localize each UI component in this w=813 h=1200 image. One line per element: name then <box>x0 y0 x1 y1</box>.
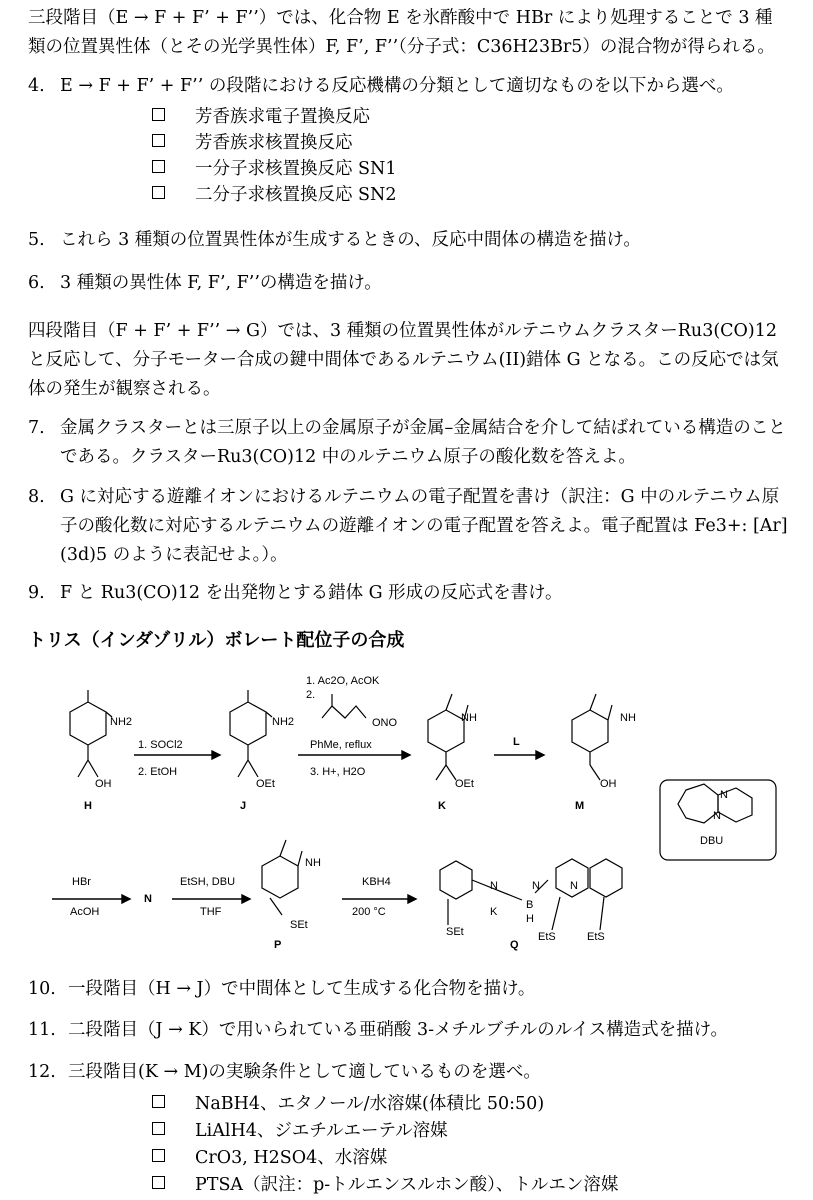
set-label: SEt <box>290 919 308 931</box>
step2-reagent-3: PhMe, reflux <box>310 739 372 751</box>
boron-label: B <box>526 899 534 911</box>
n-label: N <box>713 810 721 822</box>
step4-reagent-1: HBr <box>72 876 91 888</box>
structure-M <box>572 694 612 780</box>
checkbox[interactable] <box>152 1095 165 1108</box>
structure-P <box>262 840 302 915</box>
checkbox[interactable] <box>152 1149 165 1162</box>
nh-label: NH <box>620 712 636 724</box>
label-K: K <box>438 800 446 812</box>
question-text: 一段階目（H → J）で中間体として生成する化合物を描け。 <box>68 979 536 999</box>
step3-reagent: L <box>513 736 520 748</box>
question-number: 8. <box>28 487 45 507</box>
question-11 <box>28 1016 788 1045</box>
nh-label: NH <box>305 857 321 869</box>
oh-label: OH <box>600 778 617 790</box>
label-M: M <box>575 800 585 812</box>
q12-option-1[interactable]: NaBH4、エタノール/水溶媒(体積比 50:50) <box>152 1091 544 1117</box>
step4-reagent-2: AcOH <box>70 906 100 918</box>
question-number: 12. <box>28 1062 56 1082</box>
step2-reagent-1: 1. Ac2O, AcOK <box>306 675 380 687</box>
step2-reagent-2: 2. <box>306 689 316 701</box>
question-number: 9. <box>28 583 45 603</box>
oh-label: OH <box>95 778 112 790</box>
question-10 <box>28 975 788 1004</box>
question-text: E → F + F’ + F’’ の段階における反応機構の分類として適切なものを以下から選べ。 <box>60 76 734 96</box>
q12-option-2[interactable]: LiAlH4、ジエチルエーテル溶媒 <box>152 1118 448 1144</box>
question-text: F と Ru3(CO)12 を出発物とする錯体 G 形成の反応式を書け。 <box>60 583 563 603</box>
hydride-label: H <box>526 913 534 925</box>
step2-reagent-4: 3. H+, H2O <box>310 766 366 778</box>
section-heading: トリス（インダゾリル）ボレート配位子の合成 <box>28 630 405 651</box>
dbu-label: DBU <box>700 835 724 847</box>
potassium-label: K <box>490 906 498 918</box>
question-text: G に対応する遊離イオンにおけるルテニウムの電子配置を書け（訳注：G 中のルテニウム原子の酸化数に対応するルテニウムの遊離イオンの電子配置を答えよ。電子配置は Fe3+: [Ar](3d)5 のように表記せよ。）。 <box>60 487 788 565</box>
q4-option-3[interactable]: 一分子求核置換反応 SN1 <box>152 156 397 182</box>
q4-option-2[interactable]: 芳香族求核置換反応 <box>152 130 353 156</box>
ono-label: ONO <box>372 717 398 729</box>
question-number: 4. <box>28 76 45 96</box>
stage3-intro: 三段階目（E → F + F’ + F’’）では、化合物 E を氷酢酸中で HBr により処理することで 3 種類の位置異性体（とその光学異性体）F, F’, F’’（分子式：C36H23Br5）の混合物が得られる。 <box>28 8 775 57</box>
question-text: 三段階目(K → M)の実験条件として適しているものを選べ。 <box>68 1062 541 1082</box>
step6-reagent-1: KBH4 <box>362 876 391 888</box>
stage4-intro: 四段階目（F + F’ + F’’ → G）では、3 種類の位置異性体がルテニウムクラスターRu3(CO)12と反応して、分子モーター合成の鍵中間体であるルテニウム(II)錯体 G となる。この反応では気体の発生が観察される。 <box>28 321 779 399</box>
question-number: 11. <box>28 1020 56 1040</box>
nh-label: NH <box>461 712 477 724</box>
structure-J <box>230 690 272 777</box>
structure-K <box>428 694 468 780</box>
step1-reagent-1: 1. SOCl2 <box>138 739 183 751</box>
q4-option-4[interactable]: 二分子求核置換反応 SN2 <box>152 182 397 208</box>
nh2-label: NH2 <box>110 716 133 728</box>
label-H: H <box>84 800 92 812</box>
nh2-label: NH2 <box>272 716 295 728</box>
step1-reagent-2: 2. EtOH <box>138 766 178 778</box>
label-N: N <box>144 893 152 905</box>
step5-reagent-2: THF <box>200 906 222 918</box>
question-text: 金属クラスターとは三原子以上の金属原子が金属–金属結合を介して結ばれている構造のことである。クラスターRu3(CO)12 中のルテニウム原子の酸化数を答えよ。 <box>60 418 786 467</box>
checkbox[interactable] <box>152 1122 165 1135</box>
q4-option-1[interactable]: 芳香族求電子置換反応 <box>152 104 370 130</box>
structure-H <box>70 690 112 777</box>
label-Q: Q <box>510 939 519 951</box>
question-text: 3 種類の異性体 F, F’, F’’の構造を描け。 <box>60 273 382 293</box>
q12-option-4[interactable]: PTSA（訳注：p-トルエンスルホン酸）、トルエン溶媒 <box>152 1172 618 1198</box>
set-label: SEt <box>446 926 464 938</box>
label-P: P <box>274 939 282 951</box>
step5-reagent-1: EtSH, DBU <box>180 876 236 888</box>
question-text: 二段階目（J → K）で用いられている亜硝酸 3-メチルブチルのルイス構造式を描け。 <box>68 1020 728 1040</box>
question-number: 6. <box>28 273 45 293</box>
question-number: 5. <box>28 230 45 250</box>
oet-label: OEt <box>256 778 275 790</box>
label-J: J <box>240 800 247 812</box>
question-text: これら 3 種類の位置異性体が生成するときの、反応中間体の構造を描け。 <box>60 230 641 250</box>
ets-label: EtS <box>538 931 556 943</box>
question-12 <box>28 1058 788 1087</box>
compound-H <box>84 716 132 812</box>
ets-label: EtS <box>587 931 605 943</box>
checkbox[interactable] <box>152 1176 165 1189</box>
n-label: N <box>570 880 578 892</box>
n-label: N <box>490 880 498 892</box>
n-label: N <box>720 789 728 801</box>
isoamyl-chain <box>322 706 366 718</box>
n-label: N <box>532 880 540 892</box>
q12-option-3[interactable]: CrO3, H2SO4、水溶媒 <box>152 1145 387 1171</box>
step6-reagent-2: 200 °C <box>352 906 386 918</box>
oet-label: OEt <box>455 778 474 790</box>
question-number: 7. <box>28 418 45 438</box>
question-number: 10. <box>28 979 56 999</box>
